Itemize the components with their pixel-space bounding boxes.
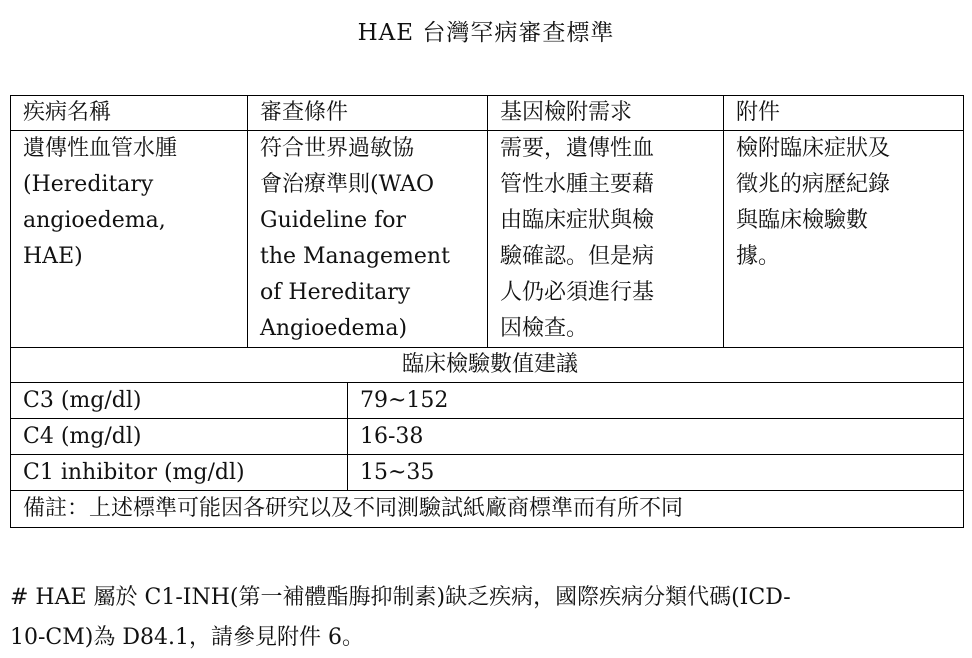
lab-row-c1-inhibitor <box>11 455 964 491</box>
review-criteria-cell: 符合世界過敏協 會治療準則(WAO Guideline for the Management of Hereditary Angioedema) <box>248 131 488 348</box>
lab-test-value: 16-38 <box>348 419 964 455</box>
footnote-line-2: 10-CM)為 D84.1，請參見附件 6。 <box>10 625 364 650</box>
header-attachment: 附件 <box>724 96 964 131</box>
table-header-row <box>11 96 964 131</box>
header-review-criteria: 審查條件 <box>248 96 488 131</box>
footnote-line-1: # HAE 屬於 C1-INH(第一補體酯脢抑制素)缺乏疾病，國際疾病分類代碼(ICD- <box>10 585 791 610</box>
page-title: HAE 台灣罕病審查標準 <box>357 20 615 46</box>
header-disease-name: 疾病名稱 <box>11 96 248 131</box>
lab-test-name: C1 inhibitor (mg/dl) <box>11 455 348 491</box>
lab-test-value: 15~35 <box>348 455 964 491</box>
lab-test-name: C4 (mg/dl) <box>11 419 348 455</box>
footnote <box>10 578 965 658</box>
note-row <box>11 491 964 528</box>
attachment-cell: 檢附臨床症狀及 徵兆的病歷紀錄 與臨床檢驗數 據。 <box>724 131 964 348</box>
lab-section-header-row <box>11 348 964 383</box>
review-criteria-table <box>10 95 964 528</box>
disease-name-cell: 遺傳性血管水腫 (Hereditary angioedema, HAE) <box>11 131 248 348</box>
genetic-requirement-cell: 需要，遺傳性血 管性水腫主要藉 由臨床症狀與檢 驗確認。但是病 人仍必須進行基 因檢查。 <box>488 131 724 348</box>
table-row <box>11 131 964 348</box>
header-genetic-requirement: 基因檢附需求 <box>488 96 724 131</box>
lab-row-c3 <box>11 383 964 419</box>
lab-section-title: 臨床檢驗數值建議 <box>11 348 964 383</box>
lab-test-value: 79~152 <box>348 383 964 419</box>
lab-test-name: C3 (mg/dl) <box>11 383 348 419</box>
table-note: 備註：上述標準可能因各研究以及不同測驗試紙廠商標準而有所不同 <box>11 491 964 528</box>
lab-row-c4 <box>11 419 964 455</box>
